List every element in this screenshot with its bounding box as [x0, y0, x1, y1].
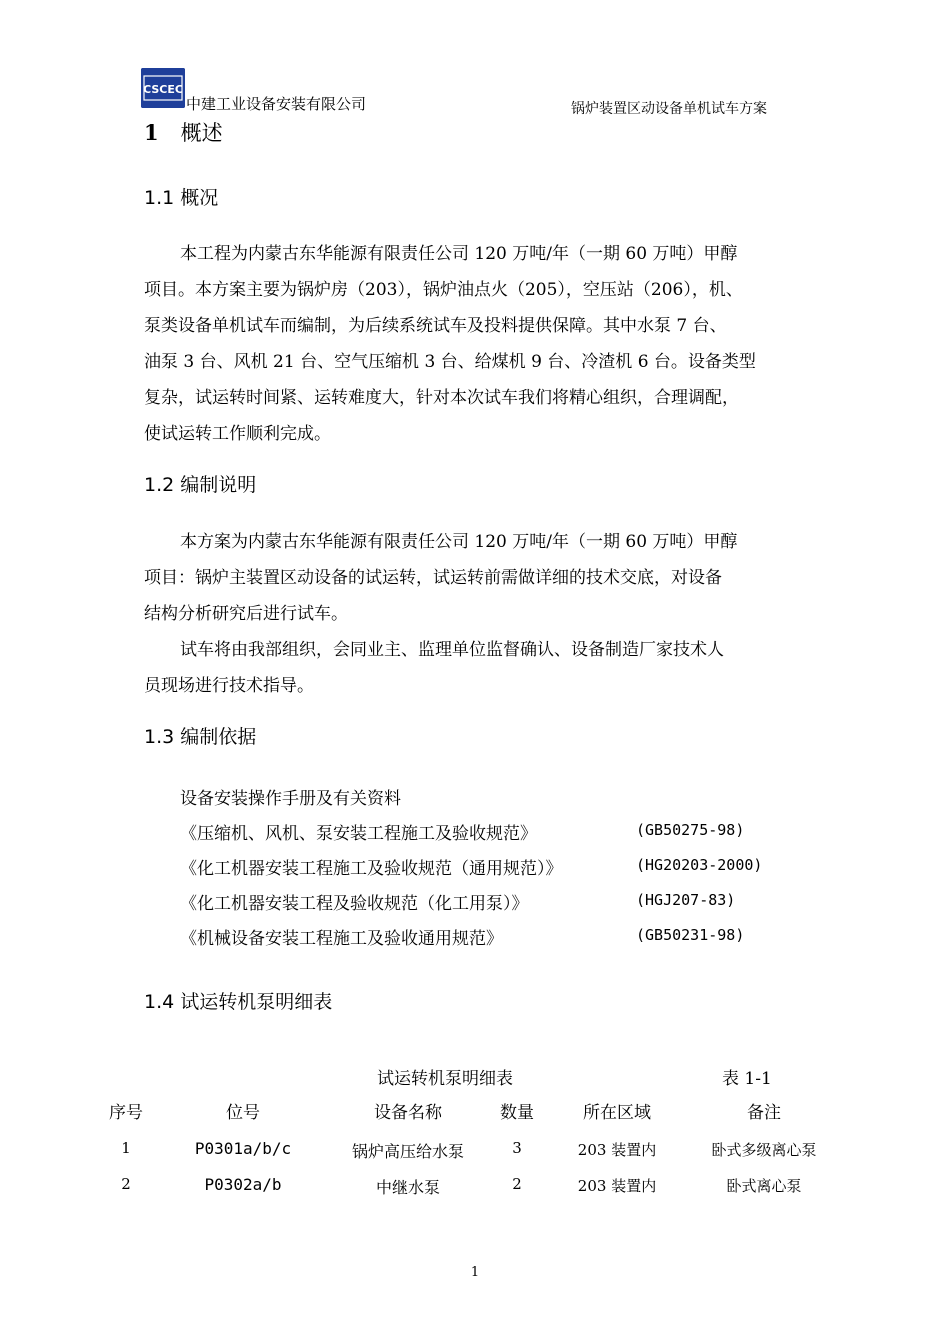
column-header-equipment: 设备名称: [374, 1103, 442, 1123]
table-row: [0, 1175, 950, 1199]
paragraph-1-1-line-6: 使试运转工作顺利完成。: [144, 424, 331, 444]
paragraph-1-1-line-2: 项目。本方案主要为锅炉房（203），锅炉油点火（205），空压站（206），机、: [144, 280, 743, 300]
standard-name: 《化工机器安装工程及验收规范（化工用泵）》: [180, 894, 529, 914]
standard-name: 《化工机器安装工程施工及验收规范（通用规范）》: [180, 859, 563, 879]
reference-intro: 设备安装操作手册及有关资料: [180, 789, 401, 809]
section-title: 概述: [180, 121, 223, 145]
standard-code: (HG20203-2000): [636, 856, 763, 874]
cell-tag: P0302a/b: [204, 1175, 282, 1194]
column-header-tag: 位号: [226, 1103, 260, 1123]
paragraph-1-2-line-5: 员现场进行技术指导。: [144, 676, 314, 696]
paragraph-1-1-line-4: 油泵 3 台、风机 21 台、空气压缩机 3 台、给煤机 9 台、冷渣机 6 台。设备类型: [144, 352, 756, 372]
cell-quantity: 3: [512, 1139, 522, 1157]
table-number: 表 1-1: [722, 1069, 772, 1089]
column-header-index: 序号: [109, 1103, 143, 1123]
document-title: 锅炉装置区动设备单机试车方案: [571, 101, 767, 117]
cell-equipment: 锅炉高压给水泵: [351, 1142, 464, 1161]
heading-1-3: 1.3 编制依据: [144, 726, 257, 748]
cell-remarks: 卧式多级离心泵: [711, 1141, 817, 1159]
paragraph-1-1-line-1: 本工程为内蒙古东华能源有限责任公司 120 万吨/年（一期 60 万吨）甲醇: [180, 244, 738, 264]
table-row: [0, 1139, 950, 1163]
standard-code: (GB50231-98): [636, 926, 745, 944]
column-header-quantity: 数量: [500, 1103, 534, 1123]
paragraph-1-1-line-5: 复杂，试运转时间紧、运转难度大，针对本次试车我们将精心组织，合理调配，: [144, 388, 739, 408]
page-number: 1: [470, 1265, 480, 1280]
paragraph-1-2-line-4: 试车将由我部组织，会同业主、监理单位监督确认、设备制造厂家技术人: [180, 640, 724, 660]
section-heading-1: [144, 117, 223, 147]
cell-tag: P0301a/b/c: [194, 1139, 292, 1158]
table-header: [0, 1098, 950, 1122]
paragraph-1-2-line-1: 本方案为内蒙古东华能源有限责任公司 120 万吨/年（一期 60 万吨）甲醇: [180, 532, 738, 552]
standard-name: 《机械设备安装工程施工及验收通用规范》: [180, 929, 503, 949]
cell-remarks: 卧式离心泵: [726, 1177, 802, 1195]
company-logo: [141, 68, 185, 108]
standard-code: (GB50275-98): [636, 821, 745, 839]
logo-text: CSCEC: [143, 83, 183, 96]
standard-name: 《压缩机、风机、泵安装工程施工及验收规范》: [180, 824, 537, 844]
cell-index: 1: [121, 1139, 131, 1157]
heading-1-2: 1.2 编制说明: [144, 474, 257, 496]
cell-quantity: 2: [512, 1175, 522, 1193]
column-header-area: 所在区域: [583, 1103, 651, 1123]
cell-equipment: 中继水泵: [375, 1178, 440, 1197]
company-name: 中建工业设备安装有限公司: [186, 95, 367, 113]
cell-area: 203 装置内: [577, 1177, 657, 1195]
cscec-logo-icon: [141, 68, 185, 108]
cell-index: 2: [121, 1175, 131, 1193]
section-number: 1: [144, 120, 159, 145]
table-caption: 试运转机泵明细表: [377, 1069, 513, 1089]
paragraph-1-1-line-3: 泵类设备单机试车而编制，为后续系统试车及投料提供保障。其中水泵 7 台、: [144, 316, 727, 336]
heading-1-4: 1.4 试运转机泵明细表: [144, 991, 333, 1013]
paragraph-1-2-line-2: 项目：锅炉主装置区动设备的试运转，试运转前需做详细的技术交底，对设备: [144, 568, 722, 588]
cell-area: 203 装置内: [577, 1141, 657, 1159]
heading-1-1: 1.1 概况: [144, 187, 219, 209]
paragraph-1-2-line-3: 结构分析研究后进行试车。: [144, 604, 348, 624]
column-header-remarks: 备注: [747, 1103, 781, 1123]
standard-code: (HGJ207-83): [636, 891, 736, 909]
